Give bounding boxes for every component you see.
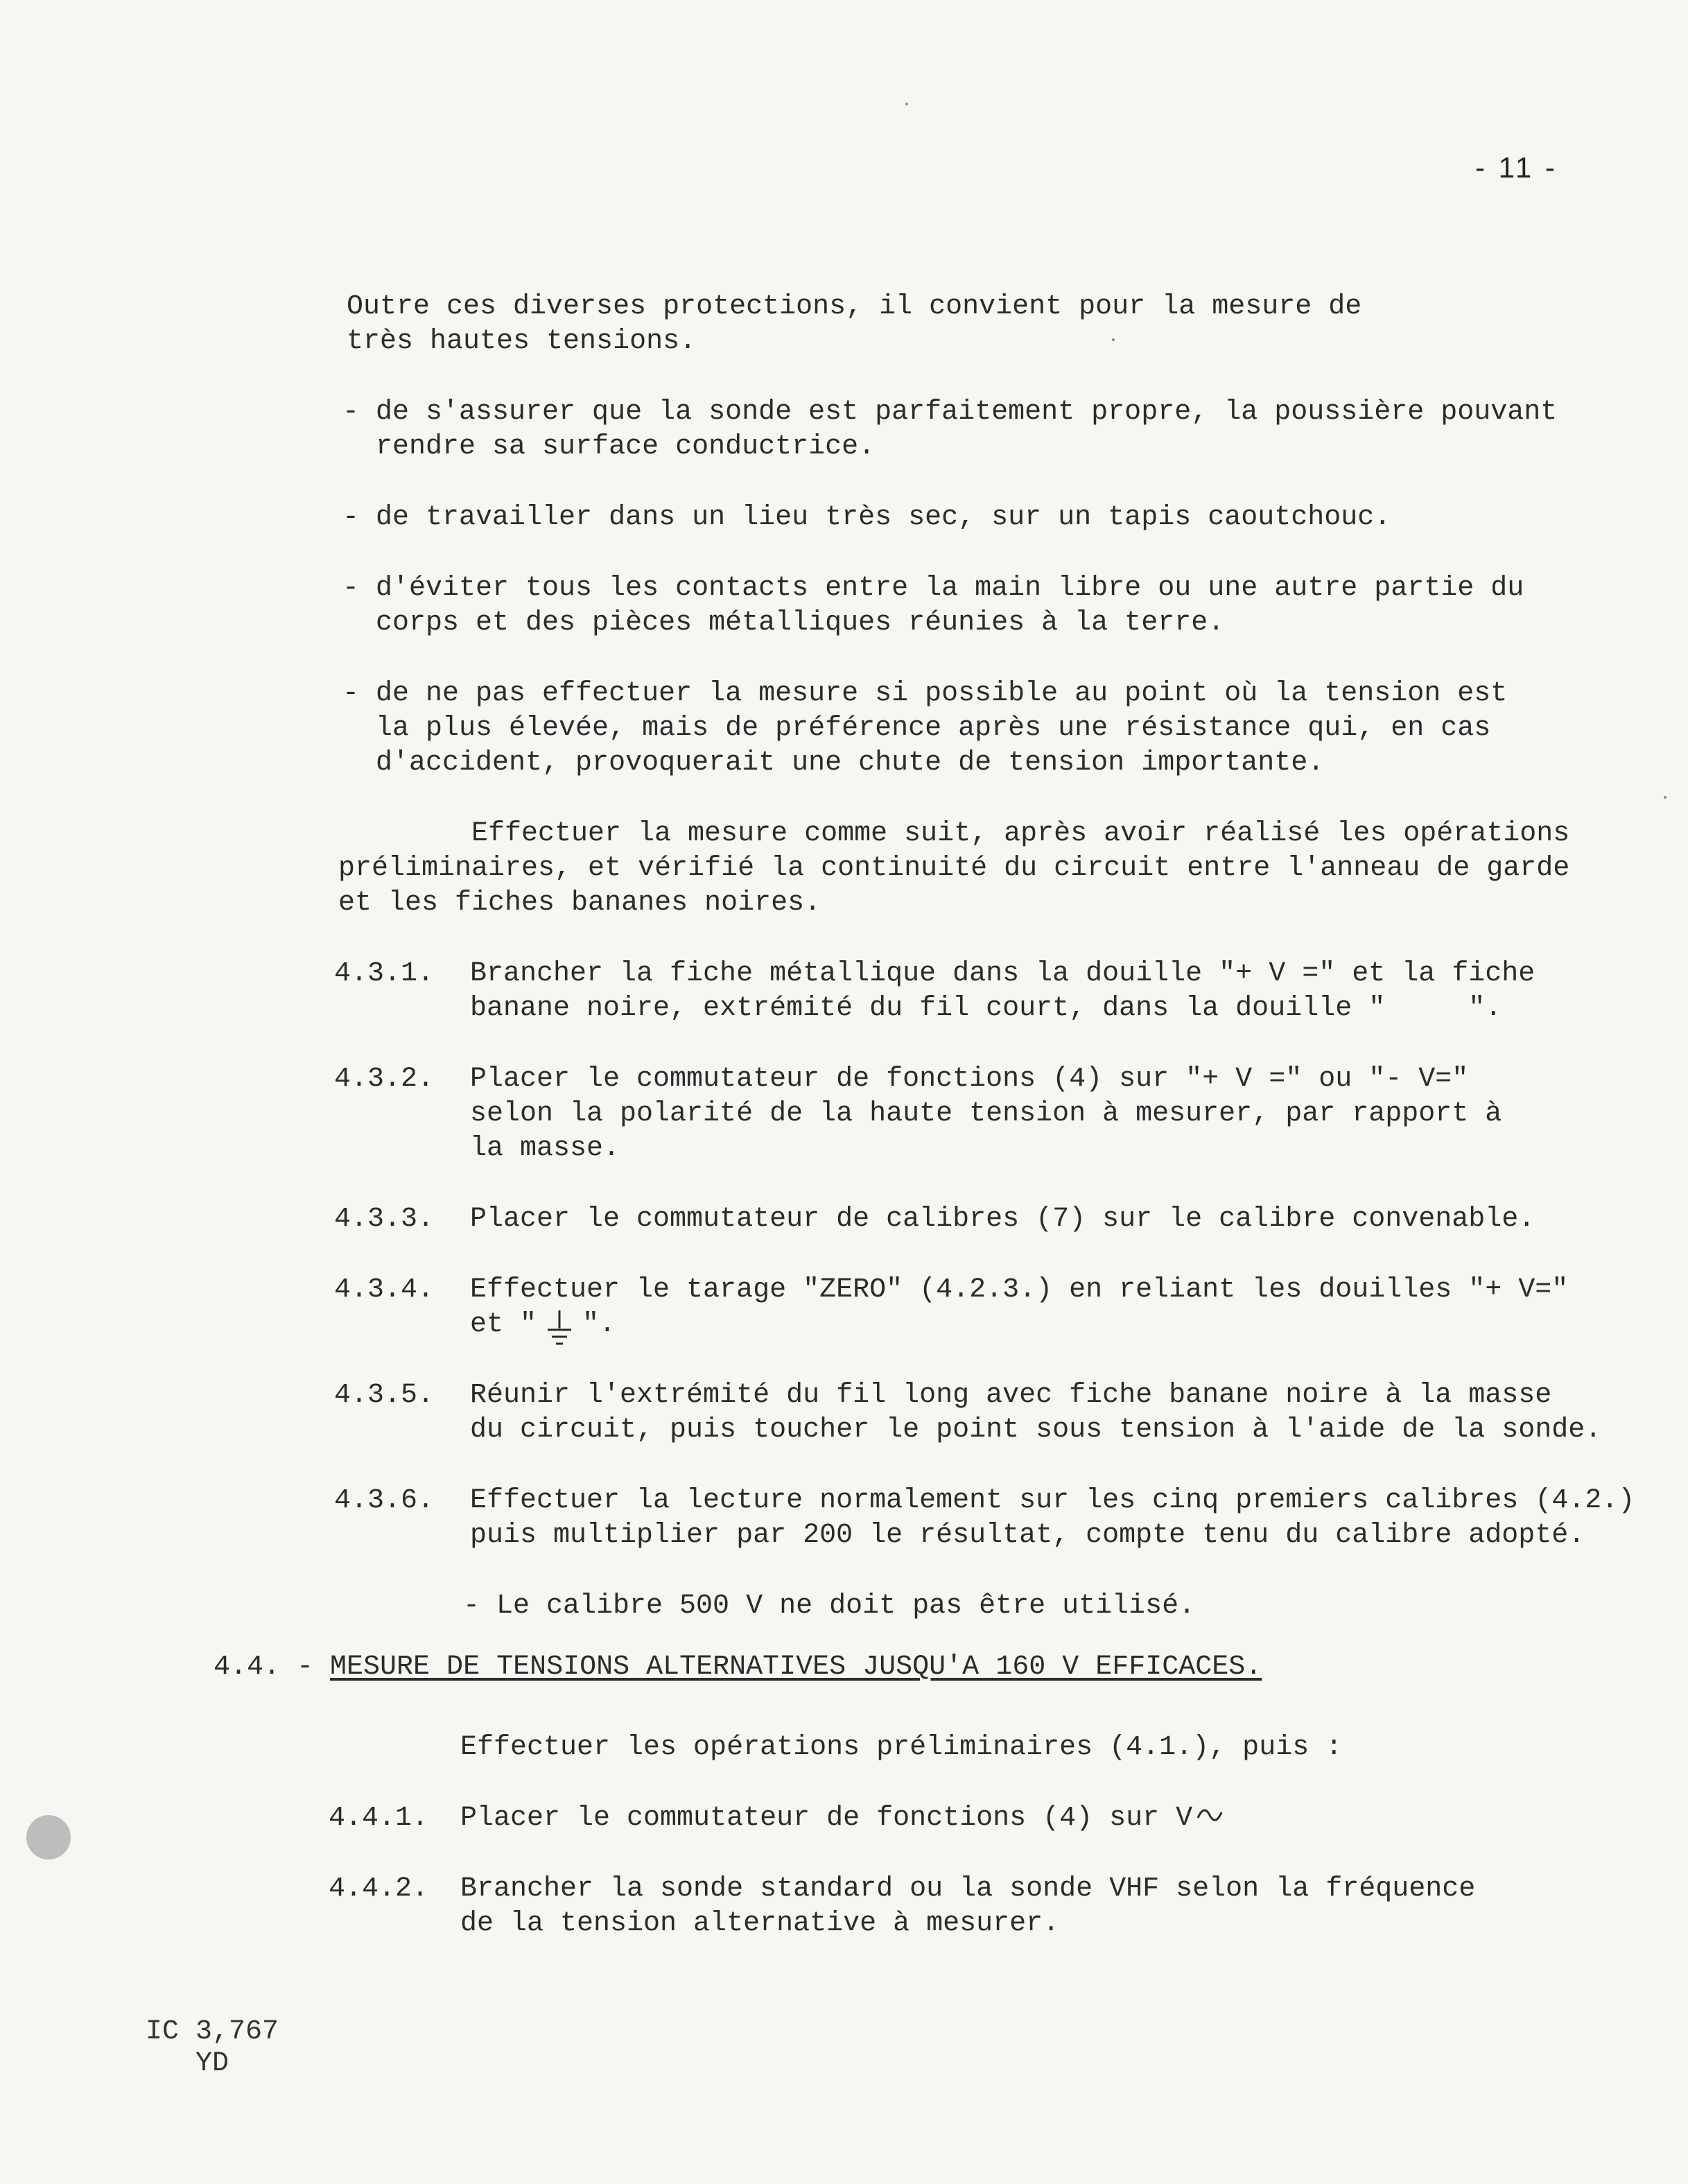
step-text: Effectuer la lecture normalement sur les cinq premiers calibres (4.2.) <box>470 1485 1635 1516</box>
section-number: 4.4. - <box>214 1652 331 1683</box>
scan-speck <box>905 103 908 105</box>
intro-line-1: Outre ces diverses protections, il convient pour la mesure de <box>347 291 1362 322</box>
step-text: Brancher la sonde standard ou la sonde VHF selon la fréquence <box>460 1873 1476 1905</box>
bullet-3-line-1: - d'éviter tous les contacts entre la main libre ou une autre partie du <box>342 573 1524 604</box>
section-heading <box>214 1650 1262 1685</box>
bullet-1-line-1: - de s'assurer que la sonde est parfaitement propre, la poussière pouvant <box>342 397 1558 428</box>
procedure-intro-line-2: préliminaires, et vérifié la continuité du circuit entre l'anneau de garde <box>338 853 1570 884</box>
scan-speck <box>1664 796 1667 799</box>
step-text-pre: et " <box>470 1309 537 1340</box>
step-text: du circuit, puis toucher le point sous tension à l'aide de la sonde. <box>470 1414 1602 1446</box>
step-text-post: ". <box>582 1309 616 1340</box>
step-text: la masse. <box>470 1133 620 1164</box>
step-text: banane noire, extrémité du fil court, dans la douille " ". <box>470 993 1502 1024</box>
bullet-4-line-1: - de ne pas effectuer la mesure si possible au point où la tension est <box>342 678 1508 709</box>
calibre-note: - Le calibre 500 V ne doit pas être utilisé. <box>463 1591 1196 1622</box>
step-text: Placer le commutateur de calibres (7) sur le calibre convenable. <box>470 1204 1535 1235</box>
step-text: Placer le commutateur de fonctions (4) sur "+ V =" ou "- V=" <box>470 1064 1469 1095</box>
document-reference <box>146 2016 279 2080</box>
scan-speck <box>1112 338 1115 341</box>
bullet-2-line-1: - de travailler dans un lieu très sec, sur un tapis caoutchouc. <box>342 502 1391 533</box>
binder-hole <box>26 1815 71 1860</box>
step-text: puis multiplier par 200 le résultat, compte tenu du calibre adopté. <box>470 1520 1585 1551</box>
ground-symbol-icon <box>543 1308 575 1348</box>
step-number: 4.3.6. <box>334 1485 435 1516</box>
ac-wave-icon <box>1197 1807 1223 1823</box>
section-title: MESURE DE TENSIONS ALTERNATIVES JUSQU'A 160 V EFFICACES. <box>330 1652 1262 1683</box>
step-text-with-symbol <box>470 1308 616 1348</box>
bullet-4-line-3: d'accident, provoquerait une chute de tension importante. <box>342 747 1325 779</box>
step-text: de la tension alternative à mesurer. <box>460 1908 1060 1939</box>
step-text: selon la polarité de la haute tension à mesurer, par rapport à <box>470 1098 1502 1129</box>
step-text: Brancher la fiche métallique dans la douille "+ V =" et la fiche <box>470 958 1535 989</box>
intro-line-2-text: très hautes tensions. <box>347 326 697 357</box>
section-intro: Effectuer les opérations préliminaires (4.1.), puis : <box>460 1732 1343 1763</box>
step-number: 4.3.1. <box>334 958 435 989</box>
reference-line: YD <box>146 2048 229 2079</box>
step-number: 4.4.1. <box>329 1803 429 1834</box>
bullet-1-line-2: rendre sa surface conductrice. <box>342 431 876 462</box>
page-number: - 11 - <box>1475 151 1558 184</box>
step-number: 4.3.3. <box>334 1204 435 1235</box>
step-text: Effectuer le tarage "ZERO" (4.2.3.) en reliant les douilles "+ V=" <box>470 1274 1569 1306</box>
reference-line: IC 3,767 <box>146 2016 279 2047</box>
procedure-intro-line-3: et les fiches bananes noires. <box>338 887 821 919</box>
step-text: Réunir l'extrémité du fil long avec fiche banane noire à la masse <box>470 1380 1552 1411</box>
step-number: 4.3.4. <box>334 1274 435 1306</box>
step-text-with-symbol <box>460 1801 1223 1836</box>
step-number: 4.3.2. <box>334 1064 435 1095</box>
bullet-3-line-2: corps et des pièces métalliques réunies à la terre. <box>342 607 1225 639</box>
bullet-4-line-2: la plus élevée, mais de préférence après une résistance qui, en cas <box>342 713 1491 744</box>
step-text: Placer le commutateur de fonctions (4) sur V <box>460 1803 1193 1834</box>
step-number: 4.3.5. <box>334 1380 435 1411</box>
step-number: 4.4.2. <box>329 1873 429 1905</box>
procedure-intro-line-1: Effectuer la mesure comme suit, après avoir réalisé les opérations <box>471 818 1570 849</box>
